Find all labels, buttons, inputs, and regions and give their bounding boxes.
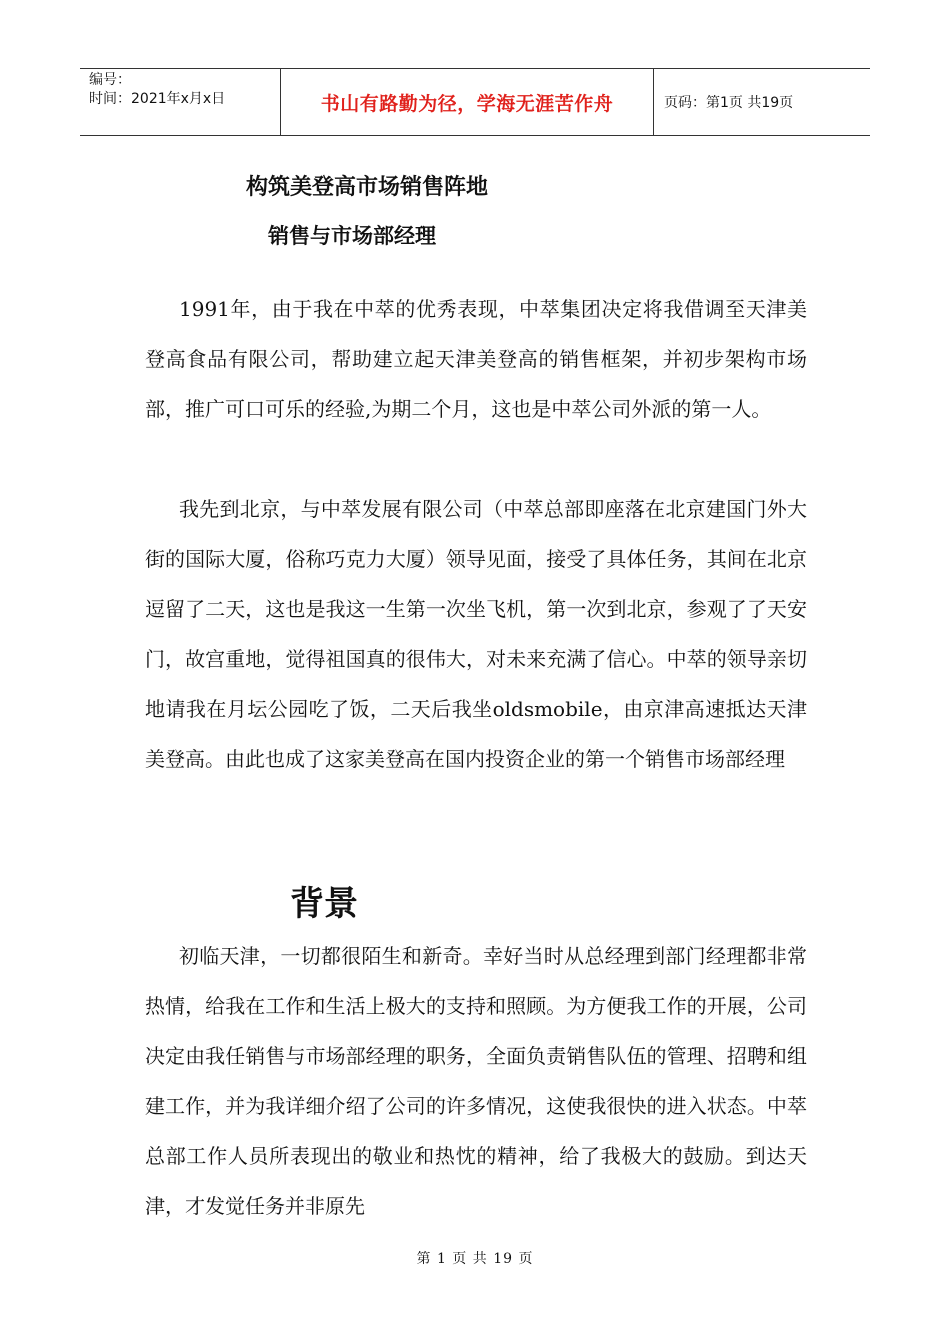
section-heading: 背景 [290, 884, 358, 924]
header-motto: 书山有路勤为径，学海无涯苦作舟 [320, 92, 614, 115]
body-paragraph-1: 1991年，由于我在中萃的优秀表现，中萃集团决定将我借调至天津美登高食品有限公司，帮助建立起天津美登高的销售框架，并初步架构市场部，推广可口可乐的经验,为期二个月，这也是中萃公司外派的第一人。 [145, 297, 807, 421]
header-time-label: 时间：2021年x月x日 [89, 91, 226, 107]
section-paragraph: 初临天津，一切都很陌生和新奇。幸好当时从总经理到部门经理都非常热情，给我在工作和生活上极大的支持和照顾。为方便我工作的开展，公司决定由我任销售与市场部经理的职务，全面负责销售队伍的管理、招聘和组建工作，并为我详细介绍了公司的许多情况，这使我很快的进入状态。中萃总部工作人员所表现出的敬业和热忱的精神，给了我极大的鼓励。到达天津，才发觉任务并非原先 [145, 944, 807, 1218]
body-paragraph-2: 我先到北京，与中萃发展有限公司（中萃总部即座落在北京建国门外大街的国际大厦，俗称巧克力大厦）领导见面，接受了具体任务，其间在北京逗留了二天，这也是我这一生第一次坐飞机，第一次到北京，参观了了天安门，故宫重地，觉得祖国真的很伟大，对未来充满了信心。中萃的领导亲切地请我在月坛公园吃了饭，二天后我坐oldsmobile，由京津高速抵达天津美登高。由此也成了这家美登高在国内投资企业的第一个销售市场部经理 [145, 497, 807, 771]
header-page-code-cell [654, 69, 870, 135]
page-header-table [80, 68, 870, 136]
header-page-code: 页码：第1页 共19页 [664, 95, 794, 111]
page-footer: 第 1 页 共 19 页 [416, 1251, 534, 1267]
document-title: 构筑美登高市场销售阵地 [246, 175, 489, 200]
header-number-label: 编号： [89, 72, 131, 88]
header-motto-cell [281, 69, 654, 135]
header-meta-cell [80, 69, 281, 135]
document-subtitle: 销售与市场部经理 [268, 224, 436, 248]
